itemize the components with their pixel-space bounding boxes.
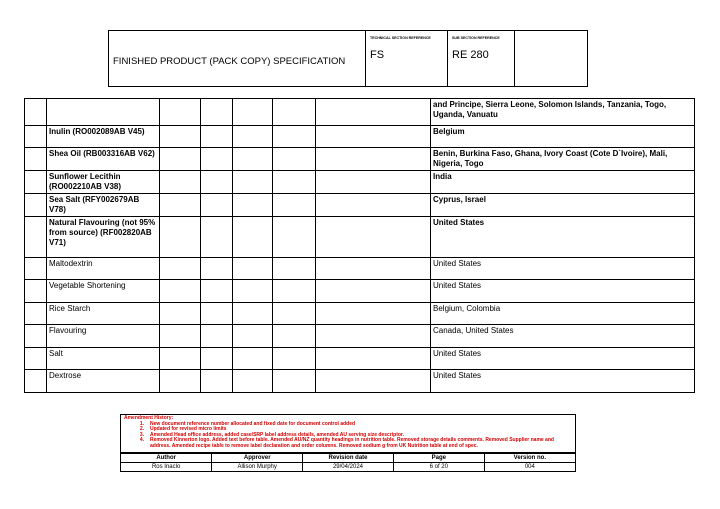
empty-cell: [160, 258, 201, 280]
empty-cell: [160, 194, 201, 217]
ingredient-cell: Dextrose: [47, 370, 160, 393]
ingredient-cell: Sunflower Lecithin (RO002210AB V38): [47, 171, 160, 194]
header-title-cell: [109, 31, 366, 86]
table-row: [25, 280, 695, 303]
technical-section-cell: [366, 31, 448, 86]
table-row: [25, 258, 695, 280]
empty-cell: [160, 303, 201, 325]
ingredient-cell: Vegetable Shortening: [47, 280, 160, 303]
empty-cell: [233, 325, 273, 348]
empty-cell: [273, 217, 316, 258]
origin-cell: United States: [431, 258, 695, 280]
origin-cell: United States: [431, 217, 695, 258]
empty-cell: [273, 370, 316, 393]
empty-cell: [25, 126, 47, 148]
table-row: [25, 148, 695, 171]
table-row: [25, 303, 695, 325]
empty-cell: [233, 171, 273, 194]
ingredient-cell: Inulin (RO002089AB V45): [47, 126, 160, 148]
revision-date-header: Revision date: [303, 453, 394, 462]
origin-cell: United States: [431, 280, 695, 303]
ingredient-cell: Maltodextrin: [47, 258, 160, 280]
ingredient-cell: Salt: [47, 348, 160, 370]
empty-cell: [316, 258, 431, 280]
ingredient-origin-table: [24, 98, 695, 393]
empty-cell: [201, 258, 233, 280]
table-row: [25, 325, 695, 348]
empty-cell: [160, 217, 201, 258]
empty-cell: [201, 280, 233, 303]
empty-cell: [316, 325, 431, 348]
amendment-text: New document reference number allocated and fixed date for document control added: [150, 420, 356, 427]
empty-cell: [233, 348, 273, 370]
amendment-number: 4.: [139, 437, 144, 444]
empty-cell: [233, 217, 273, 258]
ingredient-cell: Natural Flavouring (not 95% from source) (RF002820AB V71): [47, 217, 160, 258]
sub-section-value: RE 280: [452, 49, 489, 61]
empty-cell: [273, 303, 316, 325]
empty-cell: [233, 99, 273, 126]
empty-cell: [233, 280, 273, 303]
empty-cell: [201, 303, 233, 325]
amendment-number: 1.: [139, 420, 144, 427]
empty-cell: [201, 99, 233, 126]
empty-cell: [233, 148, 273, 171]
origin-cell: and Principe, Sierra Leone, Solomon Islands, Tanzania, Togo, Uganda, Vanuatu: [431, 99, 695, 126]
author-header: Author: [121, 453, 212, 462]
empty-cell: [273, 325, 316, 348]
approver-value: Allison Murphy: [212, 462, 303, 471]
approver-header: Approver: [212, 453, 303, 462]
table-row: [25, 126, 695, 148]
empty-cell: [316, 370, 431, 393]
ingredient-cell: Flavouring: [47, 325, 160, 348]
table-row: [25, 370, 695, 393]
ingredient-cell: Sea Salt (RFY002679AB V78): [47, 194, 160, 217]
empty-cell: [201, 325, 233, 348]
empty-cell: [25, 148, 47, 171]
empty-cell: [25, 370, 47, 393]
empty-cell: [25, 303, 47, 325]
empty-cell: [273, 258, 316, 280]
signoff-table: [121, 453, 575, 471]
empty-cell: [201, 194, 233, 217]
empty-cell: [316, 171, 431, 194]
technical-section-label: TECHNICAL SECTION REFERENCE: [370, 36, 431, 40]
origin-cell: Belgium, Colombia: [431, 303, 695, 325]
amendment-text: Updated for revised micro limits: [150, 426, 227, 433]
empty-cell: [25, 99, 47, 126]
empty-cell: [25, 348, 47, 370]
empty-cell: [233, 126, 273, 148]
empty-cell: [201, 126, 233, 148]
empty-cell: [316, 348, 431, 370]
version-header: Version no.: [484, 453, 575, 462]
empty-cell: [160, 148, 201, 171]
empty-cell: [273, 126, 316, 148]
origin-cell: United States: [431, 348, 695, 370]
origin-cell: Canada, United States: [431, 325, 695, 348]
empty-cell: [160, 348, 201, 370]
empty-cell: [273, 148, 316, 171]
ingredient-cell: Rice Starch: [47, 303, 160, 325]
origin-cell: Belgium: [431, 126, 695, 148]
empty-cell: [25, 258, 47, 280]
empty-cell: [316, 126, 431, 148]
page-value: 6 of 20: [393, 462, 484, 471]
revision-date-value: 29/04/2024: [303, 462, 394, 471]
amendment-history: [121, 415, 575, 453]
document-footer: [120, 414, 576, 472]
ingredient-cell: Shea Oil (RB003316AB V62): [47, 148, 160, 171]
page-header: Page: [393, 453, 484, 462]
empty-cell: [160, 325, 201, 348]
table-row: [25, 348, 695, 370]
table-row: [25, 171, 695, 194]
empty-cell: [160, 171, 201, 194]
empty-cell: [160, 280, 201, 303]
amendment-text: Amended Head office address, added case/SRP label address details, amended AU serving size descriptor.: [150, 431, 404, 438]
author-value: Ros Inaclo: [121, 462, 212, 471]
empty-cell: [201, 217, 233, 258]
header-blank-cell: [515, 31, 587, 86]
sub-section-label: SUB SECTION REFERENCE: [452, 36, 500, 40]
empty-cell: [233, 370, 273, 393]
empty-cell: [316, 148, 431, 171]
empty-cell: [160, 126, 201, 148]
ingredient-cell: [47, 99, 160, 126]
empty-cell: [316, 99, 431, 126]
empty-cell: [25, 194, 47, 217]
origin-cell: Cyprus, Israel: [431, 194, 695, 217]
empty-cell: [201, 370, 233, 393]
technical-section-value: FS: [370, 49, 385, 61]
empty-cell: [25, 325, 47, 348]
document-title: FINISHED PRODUCT (PACK COPY) SPECIFICATION: [113, 56, 346, 67]
table-row: [25, 99, 695, 126]
amendment-text: Removed Kinnerton logo. Added text before table. Amended AU/NZ quantity headings in nutrition table. Removed storage details comments. Removed Supplier name and address. Amended recipe table to remove label declaration and order columns. Removed sodium g from UK Nutrition table at end of spec.: [150, 437, 554, 449]
sub-section-cell: [448, 31, 515, 86]
empty-cell: [316, 217, 431, 258]
table-row: [25, 194, 695, 217]
spec-header: [108, 30, 588, 87]
empty-cell: [160, 99, 201, 126]
empty-cell: [273, 171, 316, 194]
version-value: 004: [484, 462, 575, 471]
empty-cell: [233, 258, 273, 280]
origin-cell: United States: [431, 370, 695, 393]
empty-cell: [160, 370, 201, 393]
empty-cell: [316, 303, 431, 325]
empty-cell: [316, 194, 431, 217]
empty-cell: [273, 348, 316, 370]
amendment-number: 2.: [139, 426, 144, 433]
amendment-title: Amendment History:: [124, 415, 174, 421]
table-row: [25, 217, 695, 258]
empty-cell: [233, 303, 273, 325]
empty-cell: [273, 280, 316, 303]
amendment-number: 3.: [139, 431, 144, 438]
empty-cell: [201, 171, 233, 194]
origin-cell: India: [431, 171, 695, 194]
empty-cell: [273, 194, 316, 217]
empty-cell: [25, 280, 47, 303]
empty-cell: [25, 217, 47, 258]
empty-cell: [273, 99, 316, 126]
empty-cell: [201, 348, 233, 370]
empty-cell: [233, 194, 273, 217]
empty-cell: [25, 171, 47, 194]
amendment-item: [124, 438, 572, 449]
origin-cell: Benin, Burkina Faso, Ghana, Ivory Coast (Cote D`Ivoire), Mali, Nigeria, Togo: [431, 148, 695, 171]
empty-cell: [316, 280, 431, 303]
empty-cell: [201, 148, 233, 171]
